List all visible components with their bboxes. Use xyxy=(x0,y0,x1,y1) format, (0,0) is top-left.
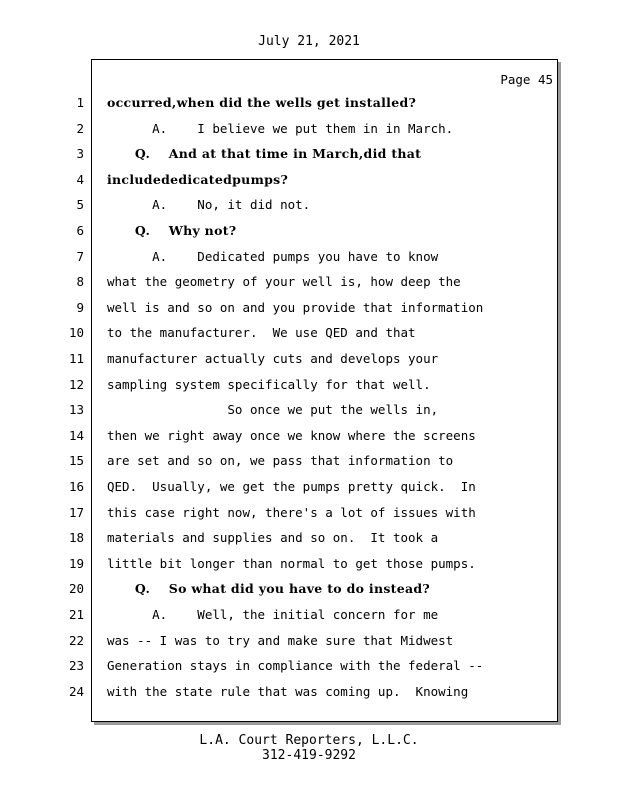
transcript-line: to the manufacturer. We use QED and that xyxy=(107,325,416,340)
court-reporter-phone: 312-419-9292 xyxy=(262,748,356,763)
court-reporter-name: L.A. Court Reporters, L.L.C. xyxy=(199,733,419,748)
transcript-line: Q. And at that time in March,did that xyxy=(107,146,422,161)
transcript-line: So once we put the wells in, xyxy=(107,402,439,417)
transcript-line: QED. Usually, we get the pumps pretty quick. In xyxy=(107,479,476,494)
line-number: 13 xyxy=(68,402,84,417)
transcript-line: A. Well, the initial concern for me xyxy=(107,607,439,622)
transcript-line: materials and supplies and so on. It took a xyxy=(107,530,439,545)
line-number: 23 xyxy=(68,658,84,673)
transcript-line: A. No, it did not. xyxy=(107,197,311,212)
line-number: 22 xyxy=(68,633,84,648)
transcript-line: then we right away once we know where the screens xyxy=(107,428,476,443)
transcript-line: are set and so on, we pass that information to xyxy=(107,453,454,468)
transcript-line: A. I believe we put them in in March. xyxy=(107,121,454,136)
transcript-date: July 21, 2021 xyxy=(258,34,360,49)
transcript-line: this case right now, there's a lot of issues with xyxy=(107,505,476,520)
transcript-line: with the state rule that was coming up. Knowing xyxy=(107,684,469,699)
line-number: 16 xyxy=(68,479,84,494)
transcript-line: A. Dedicated pumps you have to know xyxy=(107,249,439,264)
transcript-line: manufacturer actually cuts and develops your xyxy=(107,351,439,366)
line-number: 15 xyxy=(68,453,84,468)
line-number: 19 xyxy=(68,556,84,571)
line-number: 6 xyxy=(76,223,84,238)
transcript-line: Q. So what did you have to do instead? xyxy=(107,581,431,596)
line-number: 17 xyxy=(68,505,84,520)
transcript-line: well is and so on and you provide that information xyxy=(107,300,484,315)
page-number: Page 45 xyxy=(500,72,553,87)
line-number: 20 xyxy=(68,581,84,596)
transcript-line: little bit longer than normal to get those pumps. xyxy=(107,556,476,571)
line-number: 10 xyxy=(68,325,84,340)
line-number: 18 xyxy=(68,530,84,545)
line-number: 2 xyxy=(76,121,84,136)
line-number: 14 xyxy=(68,428,84,443)
transcript-line: sampling system specifically for that well. xyxy=(107,377,431,392)
line-number: 21 xyxy=(68,607,84,622)
line-number: 8 xyxy=(76,274,84,289)
transcript-line: includededicatedpumps? xyxy=(107,172,289,187)
line-number: 5 xyxy=(76,197,84,212)
transcript-line: Generation stays in compliance with the federal -- xyxy=(107,658,484,673)
line-number: 4 xyxy=(76,172,84,187)
line-number: 11 xyxy=(68,351,84,366)
line-number: 3 xyxy=(76,146,84,161)
transcript-line: what the geometry of your well is, how deep the xyxy=(107,274,461,289)
line-number: 1 xyxy=(76,95,84,110)
transcript-line: occurred,when did the wells get installed? xyxy=(107,95,417,110)
transcript-line: was -- I was to try and make sure that Midwest xyxy=(107,633,454,648)
transcript-line: Q. Why not? xyxy=(107,223,237,238)
line-number: 7 xyxy=(76,249,84,264)
line-number: 9 xyxy=(76,300,84,315)
line-number: 12 xyxy=(68,377,84,392)
line-number: 24 xyxy=(68,684,84,699)
